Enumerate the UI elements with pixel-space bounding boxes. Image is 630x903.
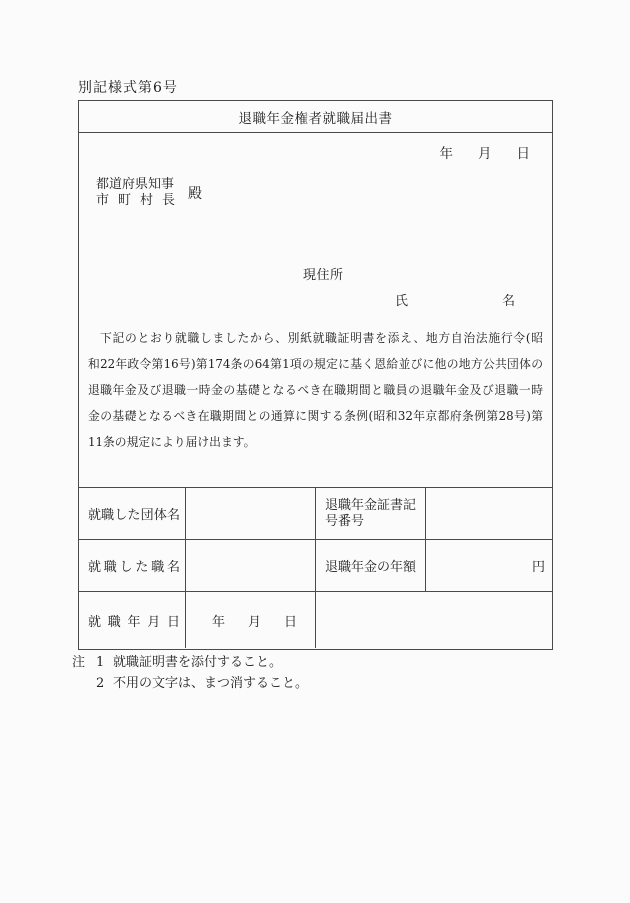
- pension-cert-number-label: 退職年金証書記号番号: [325, 497, 417, 529]
- pension-annual-amount-value-cell: [426, 539, 552, 591]
- given-name-label: 名: [501, 294, 515, 309]
- date-day-label: 日: [516, 146, 530, 162]
- note-mark: 注: [72, 655, 86, 670]
- employment-date-label: 就職年月日: [88, 614, 180, 630]
- form-box: [78, 100, 553, 650]
- form-title: 退職年金権者就職届出書: [79, 101, 552, 133]
- family-name-label: 氏: [395, 294, 409, 309]
- job-title-value-cell: [186, 539, 316, 591]
- note-text: 就職証明書を添付すること。: [113, 655, 283, 670]
- job-title-label: 就職した職名: [88, 560, 180, 575]
- name-line: [395, 290, 515, 309]
- org-name-value-cell: [186, 487, 316, 539]
- note-number: 1: [96, 655, 105, 670]
- note-item: [72, 652, 308, 673]
- date-year-label: 年: [439, 146, 453, 162]
- body-paragraph: [88, 325, 543, 455]
- org-name-label: 就職した団体名: [88, 508, 180, 523]
- employment-year-label: 年: [212, 614, 226, 630]
- note-number: 2: [96, 676, 105, 691]
- pension-annual-amount-label-cell: [316, 539, 426, 591]
- body-line: 退職年金及び退職一時金の基礎となるべき在職期間と職員の退職年金及び退職一時: [88, 383, 543, 397]
- employment-day-label: 日: [284, 614, 298, 630]
- addressee-names: [96, 177, 175, 209]
- employment-date-value-cell: [186, 591, 316, 648]
- addressee-prefecture-governor: 都道府県知事: [96, 177, 175, 192]
- note-mark-spacer: [72, 673, 96, 694]
- org-name-label-cell: [79, 487, 186, 539]
- body-line: 11条の規定により届け出ます。: [88, 435, 256, 449]
- yen-unit-label: 円: [531, 560, 545, 575]
- employment-date-label-cell: [79, 591, 186, 648]
- notes-block: [72, 652, 308, 694]
- form-main-section: [79, 133, 552, 487]
- pension-cert-number-value-cell: [426, 487, 552, 539]
- employment-month-label: 月: [248, 614, 262, 630]
- pension-annual-amount-label: 退職年金の年額: [325, 560, 417, 575]
- job-title-label-cell: [79, 539, 186, 591]
- form-table: [79, 487, 552, 648]
- body-line: 金の基礎となるべき在職期間との通算に関する条例(昭和32年京都府条例第28号)第: [88, 409, 543, 423]
- note-text: 不用の文字は、まつ消すること。: [113, 676, 309, 691]
- honorific-dono: 殿: [188, 186, 202, 202]
- addressee-mayor: 市町村長: [96, 193, 175, 208]
- body-line: 下記のとおり就職しましたから、別紙就職証明書を添え、地方自治法施行令(昭: [100, 331, 543, 345]
- employment-date-extra-cell: [316, 591, 552, 648]
- date-line: [79, 142, 552, 162]
- pension-cert-number-label-cell: [316, 487, 426, 539]
- current-address-label: 現住所: [303, 268, 344, 283]
- form-number-label: 別記様式第6号: [78, 80, 178, 96]
- body-line: 和22年政令第16号)第174条の64第1項の規定に基く恩給並びに他の地方公共団体の: [88, 357, 543, 371]
- addressee-block: [96, 177, 202, 209]
- note-item: [72, 673, 308, 694]
- date-month-label: 月: [478, 146, 492, 162]
